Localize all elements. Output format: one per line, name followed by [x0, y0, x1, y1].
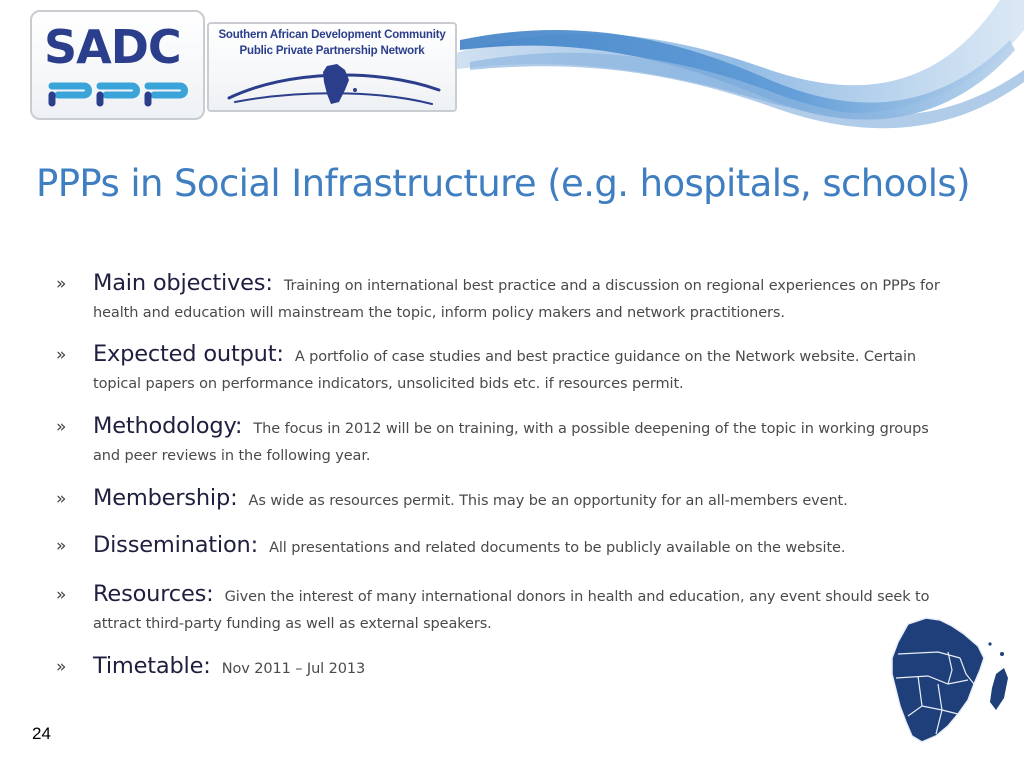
- bullet-item: [56, 653, 956, 683]
- bullet-heading: Expected output:: [93, 341, 284, 367]
- bullet-text: Given the interest of many international donors in health and education, any event should seek to attract third-party funding as well as external speakers.: [93, 589, 930, 632]
- bullet-marker: »: [56, 585, 67, 605]
- sadc-logo: [30, 10, 205, 120]
- header-swoosh-graphic: [440, 0, 1024, 140]
- bullet-marker: »: [56, 345, 67, 365]
- bullet-marker: »: [56, 417, 67, 437]
- logo-text: SADC: [44, 20, 181, 74]
- bullet-text: A portfolio of case studies and best practice guidance on the Network website. Certain topical papers on performance indicators, unsolicited bids etc. if resources permit.: [93, 349, 916, 392]
- bullet-marker: »: [56, 536, 67, 556]
- banner-line-2: Public Private Partnership Network: [239, 45, 425, 57]
- africa-orbit-emblem: [227, 60, 442, 110]
- bullet-heading: Main objectives:: [93, 270, 273, 296]
- bullet-list: [56, 270, 956, 683]
- bullet-heading: Membership:: [93, 485, 238, 511]
- network-banner: [207, 22, 457, 112]
- bullet-marker: »: [56, 489, 67, 509]
- southern-africa-map: [878, 614, 1018, 754]
- bullet-text: Nov 2011 – Jul 2013: [221, 661, 366, 677]
- bullet-text: Training on international best practice and a discussion on regional experiences on PPPs for health and education will mainstream the topic, inform policy makers and network practitioners.: [93, 278, 940, 321]
- banner-line-1: Southern African Development Community: [218, 29, 446, 41]
- bullet-item: [56, 532, 956, 562]
- bullet-heading: Timetable:: [93, 653, 211, 679]
- bullet-item: [56, 270, 956, 327]
- bullet-heading: Resources:: [93, 581, 214, 607]
- bullet-text: As wide as resources permit. This may be an opportunity for an all-members event.: [248, 493, 848, 509]
- bullet-item: [56, 413, 956, 470]
- bullet-heading: Dissemination:: [93, 532, 258, 558]
- bullet-heading: Methodology:: [93, 413, 243, 439]
- bullet-text: All presentations and related documents to be publicly available on the website.: [269, 540, 846, 556]
- bullet-marker: »: [56, 274, 67, 294]
- slide-title: PPPs in Social Infrastructure (e.g. hospitals, schools): [36, 162, 970, 205]
- slide-number: 24: [32, 724, 51, 743]
- bullet-item: [56, 581, 956, 638]
- bullet-marker: »: [56, 657, 67, 677]
- ppp-logo-mark: [46, 76, 196, 108]
- bullet-item: [56, 485, 956, 515]
- bullet-text: The focus in 2012 will be on training, with a possible deepening of the topic in working groups and peer reviews in the following year.: [93, 421, 929, 464]
- bullet-item: [56, 341, 956, 398]
